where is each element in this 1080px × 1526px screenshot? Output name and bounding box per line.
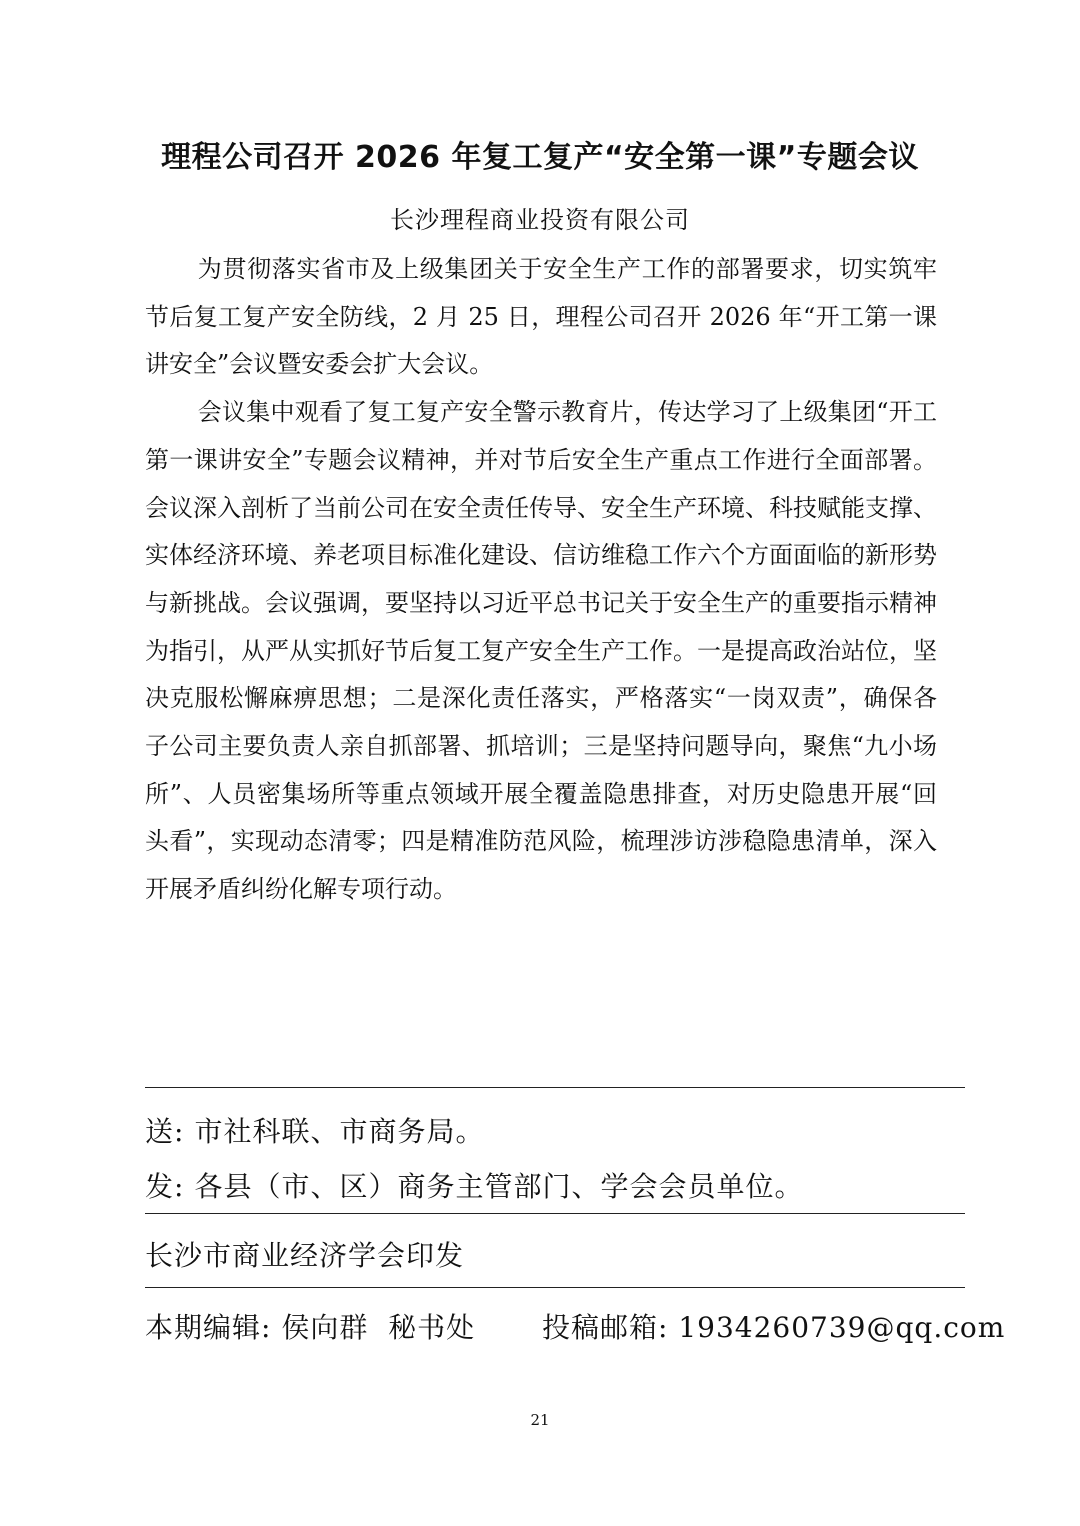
email-label: 投稿邮箱: xyxy=(542,1311,669,1344)
issue-label: 发: xyxy=(145,1170,185,1203)
paragraph-1: 为贯彻落实省市及上级集团关于安全生产工作的部署要求，切实筑牢节后复工复产安全防线，2 月 25 日，理程公司召开 2026 年“开工第一课讲安全”会议暨安委会扩大会议。 xyxy=(145,255,937,379)
editor-label: 本期编辑: xyxy=(145,1311,272,1344)
issue-recipients: 各县（市、区）商务主管部门、学会会员单位。 xyxy=(194,1170,804,1203)
editor-line xyxy=(145,1308,1006,1348)
publisher-line: 长沙市商业经济学会印发 xyxy=(145,1239,465,1272)
divider-top xyxy=(145,1087,965,1088)
send-line xyxy=(145,1112,975,1152)
paragraph-2: 会议集中观看了复工复产安全警示教育片，传达学习了上级集团“开工第一课讲安全”专题会议精神，并对节后安全生产重点工作进行全面部署。会议深入剖析了当前公司在安全责任传导、安全生产环境、科技赋能支撑、实体经济环境、养老项目标准化建设、信访维稳工作六个方面面临的新形势与新挑战。会议强调，要坚持以习近平总书记关于安全生产的重要指示精神为指引，从严从实抓好节后复工复产安全生产工作。一是提高政治站位，坚决克服松懈麻痹思想；二是深化责任落实，严格落实“一岗双责”，确保各子公司主要负责人亲自抓部署、抓培训；三是坚持问题导向，聚焦“九小场所”、人员密集场所等重点领域开展全覆盖隐患排查，对历史隐患开展“回头看”，实现动态清零；四是精准防范风险，梳理涉访涉稳隐患清单，深入开展矛盾纠纷化解专项行动。 xyxy=(145,398,937,904)
article-author: 长沙理程商业投资有限公司 xyxy=(390,206,690,234)
article-title: 理程公司召开 2026 年复工复产“安全第一课”专题会议 xyxy=(161,140,919,175)
divider-bottom xyxy=(145,1287,965,1288)
editor-names: 侯向群 秘书处 xyxy=(281,1311,476,1344)
page-number: 21 xyxy=(530,1411,550,1429)
send-label: 送: xyxy=(145,1115,185,1148)
email-block xyxy=(542,1308,1005,1348)
article-body xyxy=(145,246,937,914)
issue-line xyxy=(145,1167,975,1207)
send-recipients: 市社科联、市商务局。 xyxy=(194,1115,485,1148)
email-address[interactable]: 1934260739@qq.com xyxy=(678,1311,1006,1344)
divider-middle xyxy=(145,1213,965,1214)
